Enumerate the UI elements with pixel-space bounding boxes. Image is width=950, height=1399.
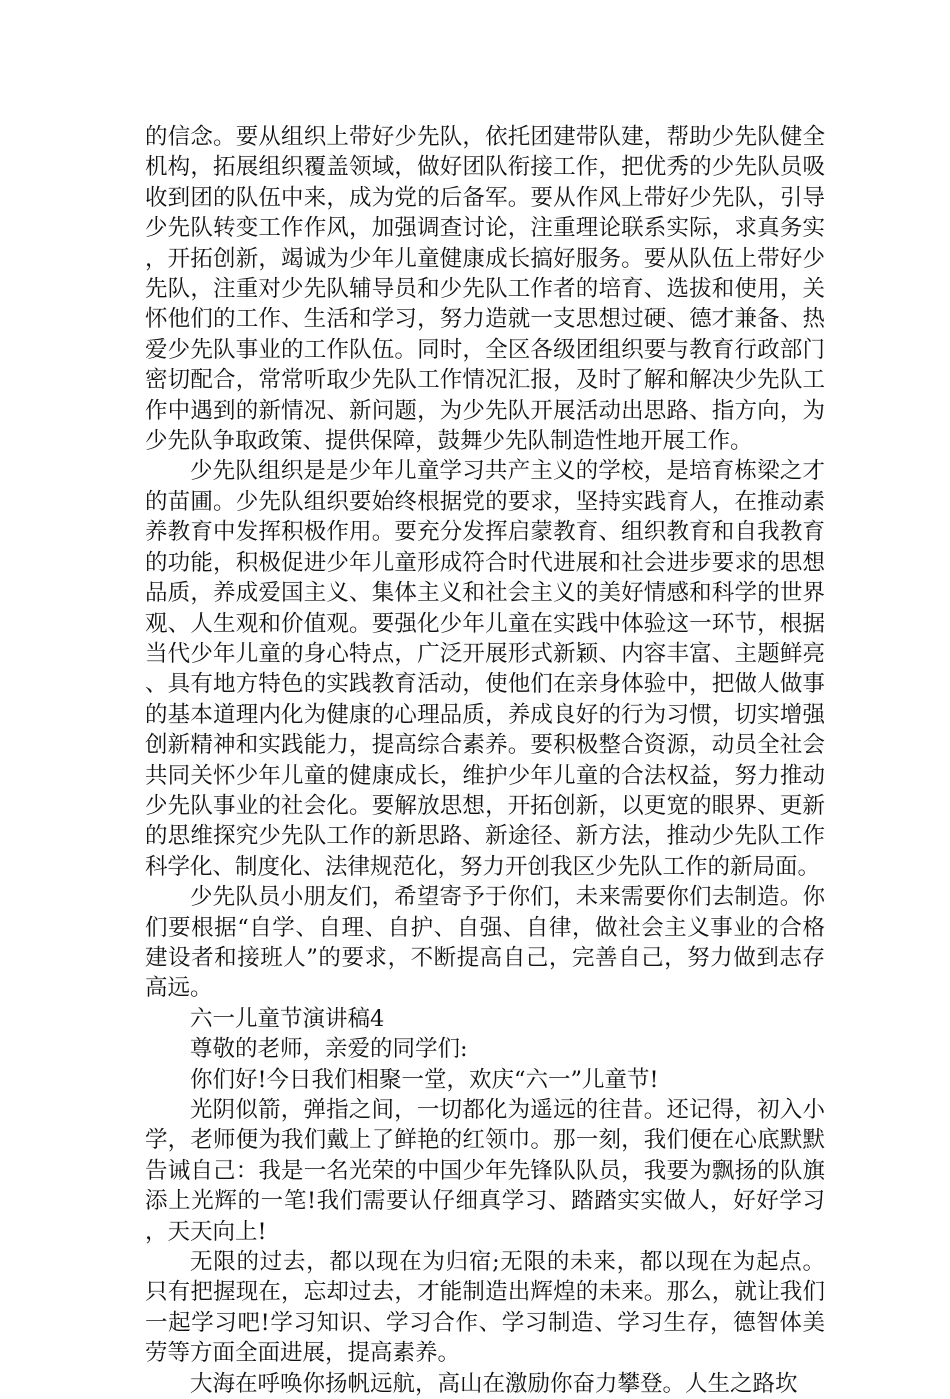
document-body	[145, 122, 825, 1399]
paragraph-9: 大海在呼唤你扬帆远航，高山在激励你奋力攀登。人生之路坎	[190, 1370, 798, 1397]
salutation: 尊敬的老师，亲爱的同学们:	[190, 1036, 468, 1063]
paragraph-2: 少先队组织是是少年儿童学习共产主义的学校，是培育栋梁之才的苗圃。少先队组织要始终根据党的要求，坚持实践育人，在推动素养教育中发挥积极作用。要充分发挥启蒙教育、组织教育和自我教育的功能，积极促进少年儿童形成符合时代进展和社会进步要求的思想品质，养成爱国主义、集体主义和社会主义的美好情感和科学的世界观、人生观和价值观。要强化少年儿童在实践中体验这一环节，根据当代少年儿童的身心特点，广泛开展形式新颖、内容丰富、主题鲜亮、具有地方特色的实践教育活动，使他们在亲身体验中，把做人做事的基本道理内化为健康的心理品质，养成良好的行为习惯，切实增强创新精神和实践能力，提高综合素养。要积极整合资源，动员全社会共同关怀少年儿童的健康成长，维护少年儿童的合法权益，努力推动少先队事业的社会化。要解放思想，开拓创新，以更宽的眼界、更新的思维探究少先队工作的新思路、新途径、新方法，推动少先队工作科学化、制度化、法律规范化，努力开创我区少先队工作的新局面。	[145, 458, 825, 880]
paragraph-3: 少先队员小朋友们，希望寄予于你们，未来需要你们去制造。你们要根据“自学、自理、自护、自强、自律，做社会主义事业的合格建设者和接班人”的要求，不断提高自己，完善自己，努力做到志存高远。	[145, 884, 825, 1002]
greeting: 你们好!今日我们相聚一堂，欢庆“六一”儿童节!	[190, 1066, 659, 1093]
paragraph-7: 光阴似箭，弹指之间，一切都化为遥远的往昔。还记得，初入小学，老师便为我们戴上了鲜艳的红领巾。那一刻，我们便在心底默默告诫自己：我是一名光荣的中国少年先锋队队员，我要为飘扬的队旗添上光辉的一笔!我们需要认仔细真学习、踏踏实实做人，好好学习，天天向上!	[145, 1097, 825, 1245]
paragraph-8: 无限的过去，都以现在为归宿;无限的未来，都以现在为起点。只有把握现在，忘却过去，才能制造出辉煌的未来。那么，就让我们一起学习吧!学习知识、学习合作、学习制造、学习生存，德智体美劳等方面全面进展，提高素养。	[145, 1249, 825, 1367]
paragraph-1: 的信念。要从组织上带好少先队，依托团建带队建，帮助少先队健全机构，拓展组织覆盖领域，做好团队衔接工作，把优秀的少先队员吸收到团的队伍中来，成为党的后备军。要从作风上带好少先队，引导少先队转变工作作风，加强调查讨论，注重理论联系实际，求真务实，开拓创新，竭诚为少年儿童健康成长搞好服务。要从队伍上带好少先队，注重对少先队辅导员和少先队工作者的培育、选拔和使用，关怀他们的工作、生活和学习，努力造就一支思想过硬、德才兼备、热爱少先队事业的工作队伍。同时，全区各级团组织要与教育行政部门密切配合，常常听取少先队工作情况汇报，及时了解和解决少先队工作中遇到的新情况、新问题，为少先队开展活动出思路、指方向，为少先队争取政策、提供保障，鼓舞少先队制造性地开展工作。	[145, 124, 825, 455]
section-heading: 六一儿童节演讲稿4	[190, 1005, 385, 1032]
